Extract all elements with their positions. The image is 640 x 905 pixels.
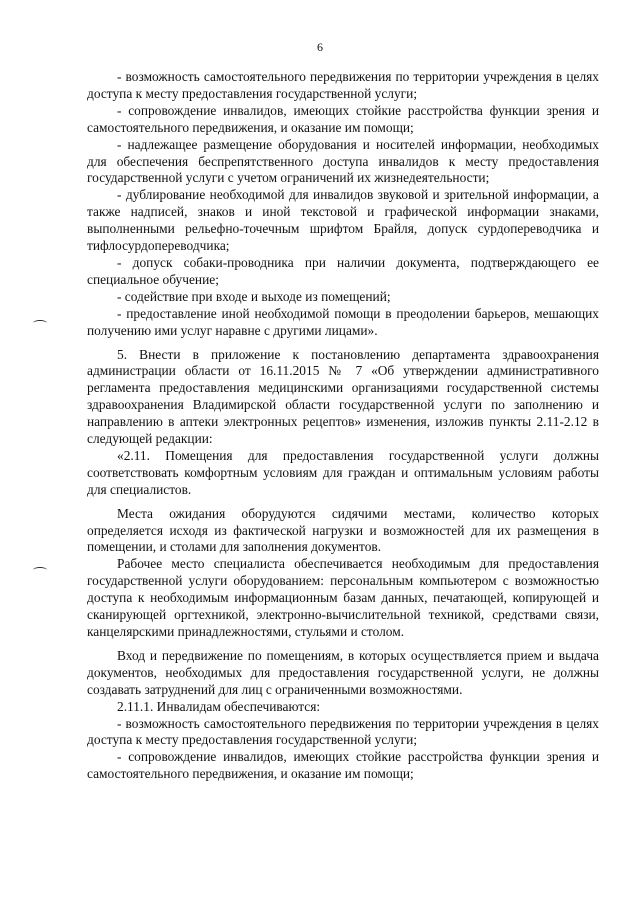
paragraph: Места ожидания оборудуются сидячими местами, количество которых определяется исходя из фактической нагрузки и возможностей для их размещения в помещении, и столами для заполнения документов. xyxy=(87,505,599,555)
binding-hole-mark-lower xyxy=(33,567,47,573)
paragraph: - предоставление иной необходимой помощи в преодолении барьеров, мешающих получению ими услуг наравне с другими лицами». xyxy=(87,305,599,338)
paragraph: - сопровождение инвалидов, имеющих стойкие расстройства функции зрения и самостоятельного передвижения, и оказание им помощи; xyxy=(87,102,599,135)
paragraph: 5. Внести в приложение к постановлению департамента здравоохранения администрации области от 16.11.2015 № 7 «Об утверждении административного регламента предоставления медицинскими организациями государственной системы здравоохранения Владимирской области государственной услуги по заполнению и направлению в аптеки электронных рецептов» изменения, изложив пункты 2.11-2.12 в следующей редакции: xyxy=(87,346,599,447)
document-body xyxy=(87,69,599,783)
paragraph: Вход и передвижение по помещениям, в которых осуществляется прием и выдача документов, необходимых для предоставления государственной услуги, не должны создавать затруднений для лиц с ограниченными возможностями. xyxy=(87,647,599,697)
paragraph: - возможность самостоятельного передвижения по территории учреждения в целях доступа к месту предоставления государственной услуги; xyxy=(87,715,599,748)
paragraph: - дублирование необходимой для инвалидов звуковой и зрительной информации, а также надписей, знаков и иной текстовой и графической информации знаками, выполненными рельефно-точечным шрифтом Брайля, допуск сурдопереводчика и тифлосурдопереводчика; xyxy=(87,187,599,254)
paragraph: - содействие при входе и выходе из помещений; xyxy=(117,288,391,304)
paragraph: - допуск собаки-проводника при наличии документа, подтверждающего ее специальное обучение; xyxy=(87,254,599,287)
binding-hole-mark-upper xyxy=(33,320,47,326)
paragraph: - возможность самостоятельного передвижения по территории учреждения в целях доступа к месту предоставления государственной услуги; xyxy=(87,69,599,101)
paragraph: - надлежащее размещение оборудования и носителей информации, необходимых для обеспечения беспрепятственного доступа инвалидов к месту предоставления государственной услуги с учетом ограничений их жизнедеятельности; xyxy=(87,136,599,186)
paragraph: Рабочее место специалиста обеспечивается необходимым для предоставления государственной услуги оборудованием: персональным компьютером с возможностью доступа к необходимым информационным базам данных, печатающей, копирующей и сканирующей оргтехникой, электронно-вычислительной техникой, средствами связи, канцелярскими принадлежностями, стульями и столом. xyxy=(87,556,599,639)
page-number: 6 xyxy=(317,40,323,54)
paragraph: 2.11.1. Инвалидам обеспечиваются: xyxy=(117,698,321,714)
paragraph: «2.11. Помещения для предоставления государственной услуги должны соответствовать комфортным условиям для граждан и оптимальным условиям работы для специалистов. xyxy=(87,447,599,497)
paragraph: - сопровождение инвалидов, имеющих стойкие расстройства функции зрения и самостоятельного передвижения, и оказание им помощи; xyxy=(87,749,599,782)
